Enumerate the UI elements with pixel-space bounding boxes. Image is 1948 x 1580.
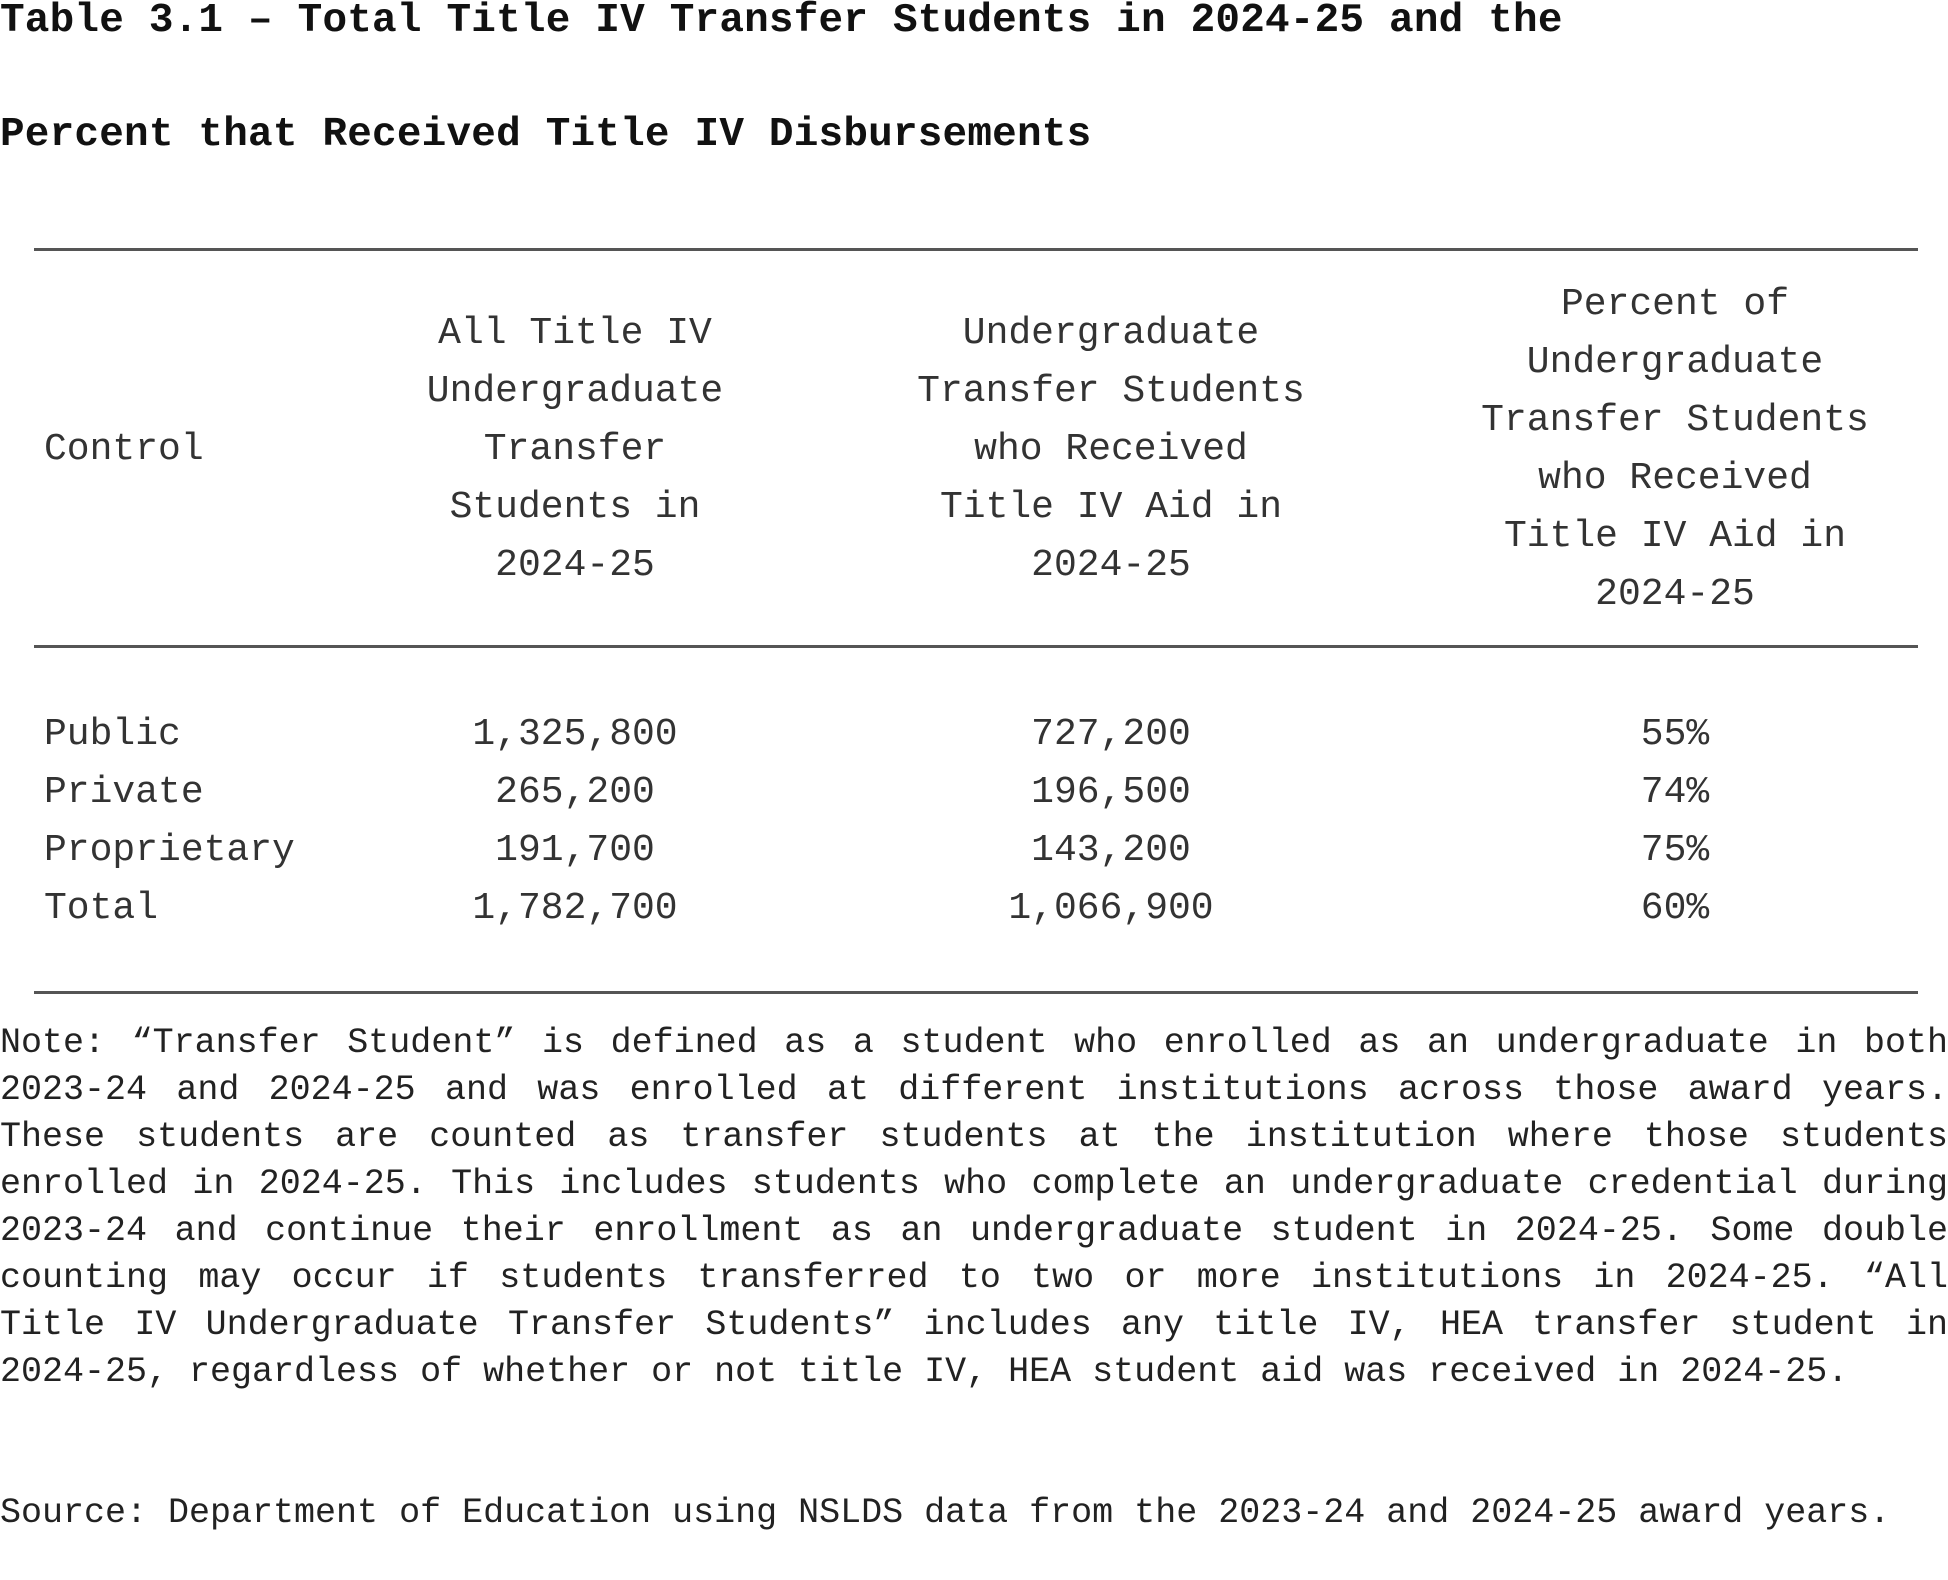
table-row-total [0, 880, 1948, 938]
cell-percent: 60% [1640, 887, 1710, 930]
header-percent-received-aid: Percent of Undergraduate Transfer Students who Received Title IV Aid in 2024-25 [1481, 283, 1869, 616]
cell-received-aid: 143,200 [1031, 829, 1191, 872]
table-title-line-2: Percent that Received Title IV Disbursements [0, 112, 1092, 158]
cell-all-transfer: 191,700 [495, 829, 655, 872]
table-header-rule [34, 645, 1918, 648]
cell-all-transfer: 265,200 [495, 771, 655, 814]
table-body [0, 706, 1948, 938]
cell-percent: 55% [1640, 713, 1710, 756]
table-top-rule [34, 248, 1918, 251]
table-note: Note: “Transfer Student” is defined as a student who enrolled as an undergraduate in both 2023-24 and 2024-25 and was enrolled at different institutions across those award years. These students are counted as transfer students at the institution where those students enrolled in 2024-25. This includes students who complete an undergraduate credential during 2023-24 and continue their enrollment as an undergraduate student in 2024-25. Some double counting may occur if students transferred to two or more institutions in 2024-25. “All Title IV Undergraduate Transfer Students” includes any title IV, HEA transfer student in 2024-25, regardless of whether or not title IV, HEA student aid was received in 2024-25. [0, 1023, 1948, 1392]
table-bottom-rule [34, 991, 1918, 994]
cell-received-aid: 1,066,900 [1008, 887, 1214, 930]
row-label: Public [44, 713, 181, 756]
table-row-proprietary [0, 822, 1948, 880]
row-label: Private [44, 771, 204, 814]
row-label: Total [44, 887, 159, 930]
cell-percent: 75% [1640, 829, 1710, 872]
cell-received-aid: 727,200 [1031, 713, 1191, 756]
header-all-transfer-students: All Title IV Undergraduate Transfer Students in 2024-25 [426, 312, 724, 587]
table-title [0, 0, 1948, 192]
table-source: Source: Department of Education using NSLDS data from the 2023-24 and 2024-25 award years. [0, 1493, 1891, 1533]
cell-received-aid: 196,500 [1031, 771, 1191, 814]
table-row-public [0, 706, 1948, 764]
cell-percent: 74% [1640, 771, 1710, 814]
cell-all-transfer: 1,782,700 [472, 887, 678, 930]
row-label: Proprietary [44, 829, 295, 872]
header-control: Control [44, 428, 204, 471]
table-row-private [0, 764, 1948, 822]
cell-all-transfer: 1,325,800 [472, 713, 678, 756]
table-title-line-1: Table 3.1 – Total Title IV Transfer Students in 2024-25 and the [0, 0, 1563, 44]
header-transfer-students-received-aid: Undergraduate Transfer Students who Received Title IV Aid in 2024-25 [917, 312, 1305, 587]
